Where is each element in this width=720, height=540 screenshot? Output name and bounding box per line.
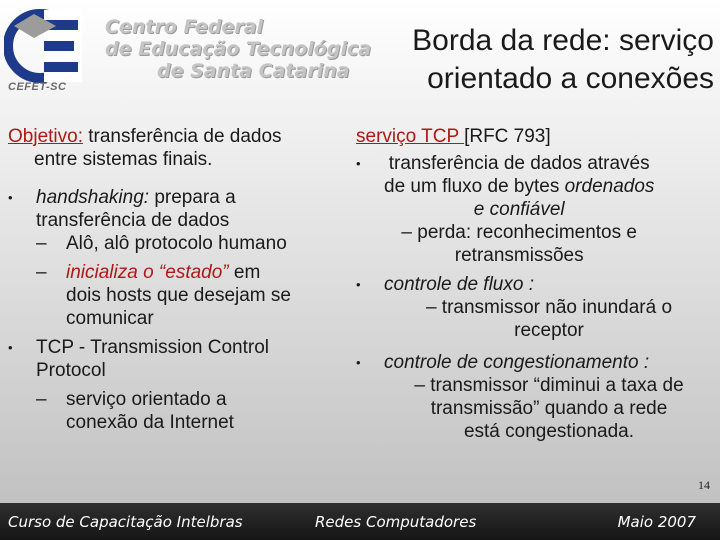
- handshaking-text-2: transferência de dados: [36, 210, 230, 231]
- tcp-text: TCP - Transmission Control: [36, 337, 269, 358]
- bullet-tcp: [8, 336, 338, 434]
- service-heading: [356, 125, 718, 148]
- logo-acronym: CEFET-SC: [8, 81, 67, 93]
- bullet-controle-fluxo: [356, 273, 718, 342]
- bullet-dot: •: [8, 340, 13, 355]
- handshaking-text: prepara a: [149, 187, 236, 208]
- right-column: [356, 125, 718, 443]
- slide-title: [354, 22, 714, 98]
- footer-date: Maio 2007: [617, 513, 696, 531]
- institution-line-3: de Santa Catarina: [157, 60, 350, 82]
- diminui-text: transmissor “diminui a taxa de: [430, 375, 684, 396]
- estado-term: inicializa o “estado”: [66, 262, 229, 283]
- confiavel-term: e confiável: [473, 199, 565, 220]
- footer-bar: [0, 503, 720, 540]
- orientado-text: serviço orientado a: [66, 389, 227, 410]
- page-number: 14: [698, 478, 710, 492]
- cefet-logo: [0, 0, 372, 100]
- sub-bullet-transmissor: – transmissor não inundará o: [425, 297, 673, 318]
- bullet-dot: •: [8, 190, 13, 205]
- tcp-text-2: Protocol: [36, 360, 106, 381]
- estado-text: em: [228, 262, 261, 283]
- bullet-dot: •: [356, 156, 361, 171]
- perda-text: perda: reconhecimentos e: [417, 222, 637, 243]
- institution-line-2: de Educação Tecnológica: [105, 38, 372, 60]
- bullet-congestionamento: [356, 351, 718, 443]
- footer-course: Curso de Capacitação Intelbras: [8, 513, 243, 531]
- sub-bullet-alo-text: Alô, alô protocolo humano: [66, 233, 287, 254]
- fluxo-bytes-text-2-line: [384, 175, 654, 198]
- objective-label: Objetivo:: [8, 126, 83, 147]
- sub-bullet-orientado: [36, 388, 269, 434]
- congestionamento-term: controle de congestionamento :: [384, 352, 650, 373]
- objective-paragraph: [8, 125, 338, 148]
- transmissor-text-2: receptor: [514, 320, 584, 341]
- bullet-fluxo-bytes: [356, 152, 718, 267]
- service-ref: [RFC 793]: [464, 126, 551, 147]
- footer-subject: Redes Computadores: [315, 513, 477, 531]
- estado-text-3: comunicar: [66, 308, 154, 329]
- sub-bullet-dash: –: [36, 389, 47, 410]
- cefet-emblem-icon: [4, 6, 82, 92]
- objective-text: transferência de dados: [82, 126, 282, 147]
- sub-bullet-dash: –: [36, 233, 47, 254]
- handshaking-term: handshaking:: [36, 187, 150, 208]
- perda-text-2: retransmissões: [454, 245, 584, 266]
- orientado-text-2: conexão da Internet: [66, 412, 234, 433]
- estado-text-2: dois hosts que desejam se: [66, 285, 291, 306]
- diminui-text-2: transmissão” quando a rede: [430, 398, 668, 419]
- ordenados-term: ordenados: [564, 176, 655, 197]
- controle-fluxo-term: controle de fluxo :: [384, 274, 534, 295]
- sub-bullet-alo: [36, 232, 291, 255]
- bullet-dot: •: [356, 355, 361, 370]
- objective-text-2: entre sistemas finais.: [34, 149, 213, 170]
- institution-line-1: Centro Federal: [105, 16, 264, 38]
- sub-bullet-dash: –: [36, 262, 47, 283]
- fluxo-bytes-text-2: de um fluxo de bytes: [384, 176, 565, 197]
- transmissor-text: transmissor não inundará o: [441, 297, 673, 318]
- service-label: serviço TCP: [356, 126, 465, 147]
- sub-bullet-estado: [36, 261, 291, 330]
- institution-name: [105, 16, 372, 82]
- left-column: [8, 125, 338, 434]
- title-line-2: orientado a conexões: [427, 62, 714, 95]
- title-line-1: Borda da rede: serviço: [412, 24, 714, 57]
- sub-bullet-diminui: – transmissor “diminui a taxa de: [414, 375, 684, 396]
- bullet-dot: •: [356, 277, 361, 292]
- bullet-handshaking: [8, 186, 338, 330]
- fluxo-bytes-text: transferência de dados através: [388, 153, 650, 174]
- diminui-text-3: está congestionada.: [463, 421, 635, 442]
- sub-bullet-perda: – perda: reconhecimentos e: [401, 222, 637, 243]
